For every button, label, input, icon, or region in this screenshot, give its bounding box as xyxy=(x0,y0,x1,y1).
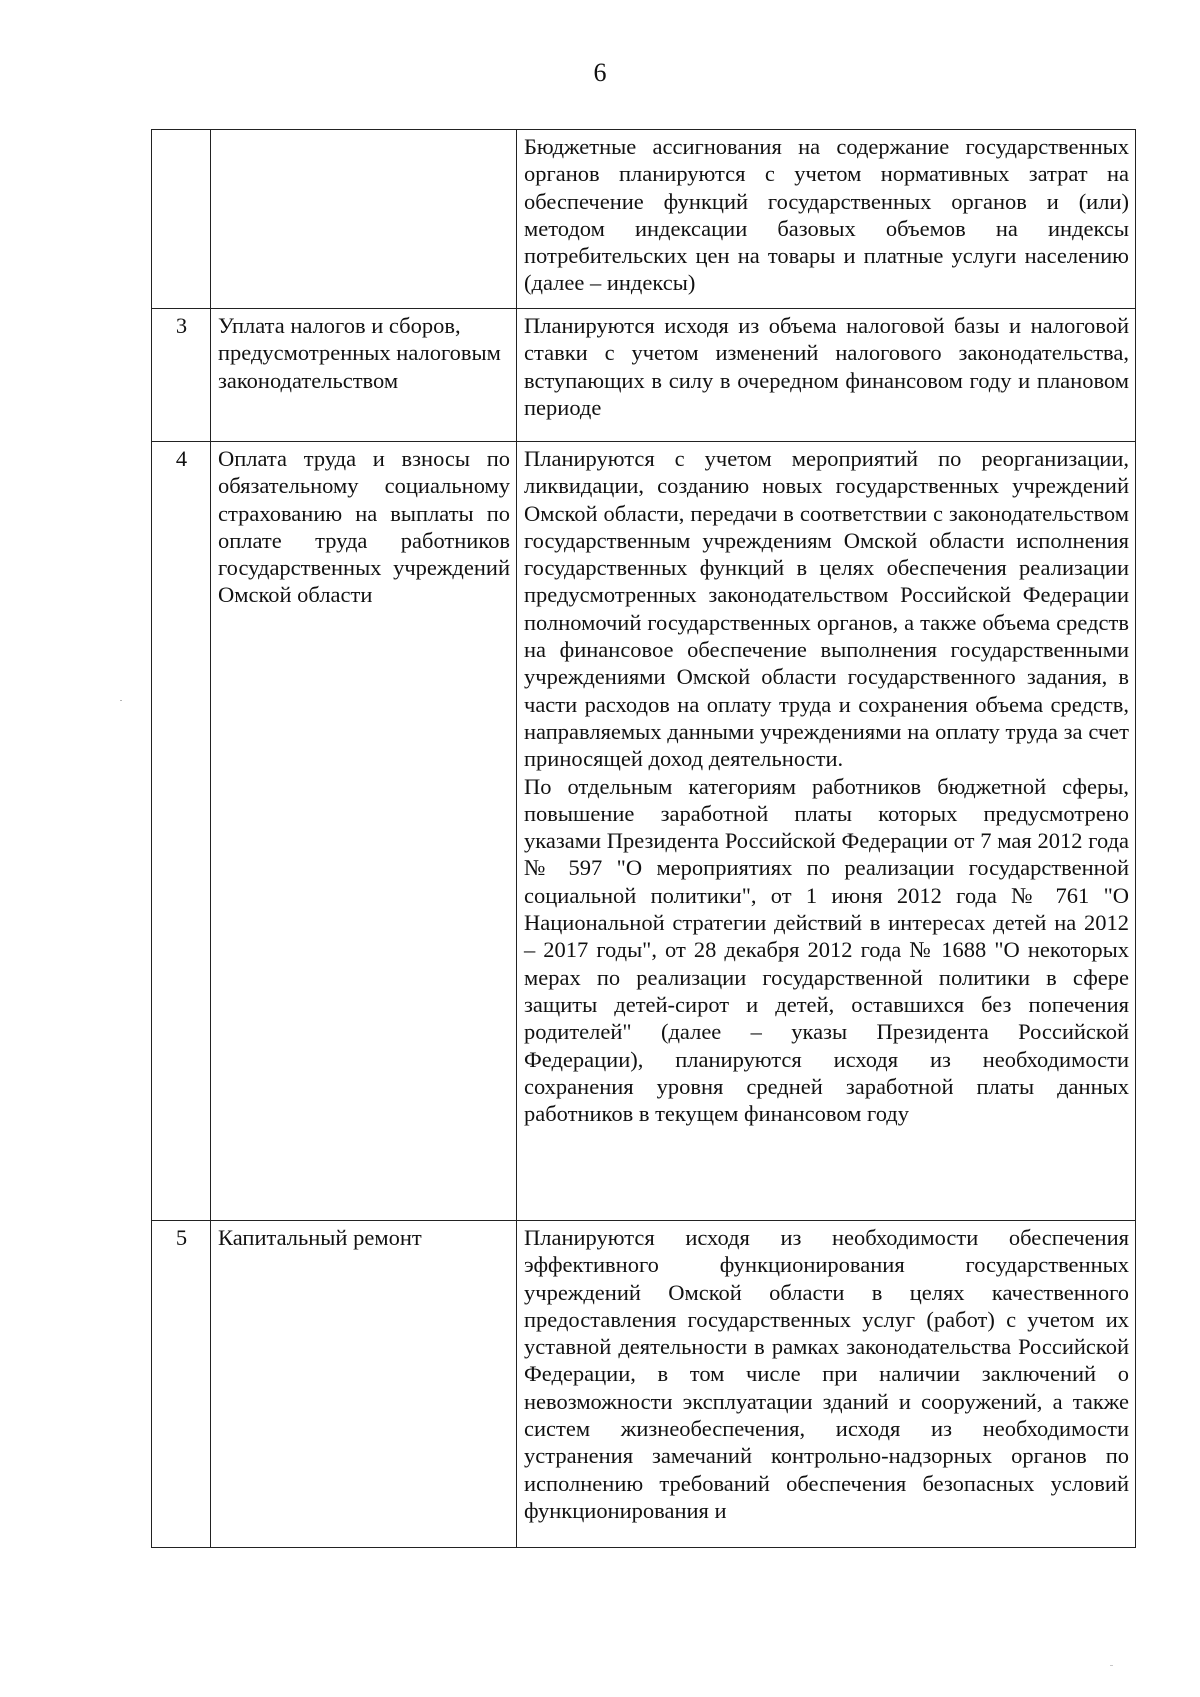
planning-method-paragraph: Планируются исходя из объема налоговой базы и налоговой ставки с учетом изменений налогового законодательства, вступающих в силу в очередном финансовом году и плановом периоде xyxy=(524,313,1129,420)
planning-method-cell xyxy=(517,309,1136,442)
row-number-cell xyxy=(152,130,211,309)
expenditure-planning-table xyxy=(151,129,1136,1548)
scan-speck xyxy=(120,700,122,701)
page-number: 6 xyxy=(593,58,607,87)
table-row xyxy=(152,442,1136,1221)
expense-name-cell xyxy=(211,309,517,442)
expense-name-text: Уплата налогов и сборов, предусмотренных налоговым законодательством xyxy=(218,313,501,393)
row-number-cell: 3 xyxy=(152,309,211,442)
planning-method-paragraph: Планируются с учетом мероприятий по реорганизации, ликвидации, созданию новых государственных учреждений Омской области, передачи в соответствии с законодательством государственным учреждениям Омской области исполнения государственных функций в целях обеспечения реализации предусмотренных законодательством Российской Федерации полномочий государственных органов, а также объема средств на финансовое обеспечение выполнения государственными учреждениями Омской области государственного задания, в части расходов на оплату труда и сохранения объема средств, направляемых данными учреждениями на оплату труда за счет приносящей доход деятельности. xyxy=(524,446,1129,772)
table-row xyxy=(152,309,1136,442)
planning-method-paragraph: По отдельным категориям работников бюджетной сферы, повышение заработной платы которых предусмотрено указами Президента Российской Федерации от 7 мая 2012 года № 597 "О мероприятиях по реализации государственной социальной политики", от 1 июня 2012 года № 761 "О Национальной стратегии действий в интересах детей на 2012 – 2017 годы", от 28 декабря 2012 года № 1688 "О некоторых мерах по реализации государственной политики в сфере защиты детей-сирот и детей, оставшихся без попечения родителей" (далее – указы Президента Российской Федерации), планируются исходя из необходимости сохранения уровня средней заработной платы данных работников в текущем финансовом году xyxy=(524,773,1129,1127)
table-row xyxy=(152,130,1136,309)
planning-method-paragraph: Планируются исходя из необходимости обеспечения эффективного функционирования государственных учреждений Омской области в целях качественного предоставления государственных услуг (работ) с учетом их уставной деятельности в рамках законодательства Российской Федерации, в том числе при наличии заключений о невозможности эксплуатации зданий и сооружений, а также систем жизнеобеспечения, исходя из необходимости устранения замечаний контрольно-надзорных органов по исполнению требований обеспечения безопасных условий функционирования и xyxy=(524,1225,1129,1523)
row-number-cell: 5 xyxy=(152,1221,211,1548)
table-row xyxy=(152,1221,1136,1548)
expense-name-cell xyxy=(211,442,517,1221)
expense-name-cell xyxy=(211,1221,517,1548)
expense-name-text: Оплата труда и взносы по обязательному социальному страхованию на выплаты по оплате труда работников государственных учреждений Омской области xyxy=(218,446,510,608)
planning-method-cell xyxy=(517,1221,1136,1548)
planning-method-cell xyxy=(517,130,1136,309)
scan-speck xyxy=(1110,1665,1113,1666)
expense-name-text: Капитальный ремонт xyxy=(218,1225,422,1250)
planning-method-paragraph: Бюджетные ассигнования на содержание государственных органов планируются с учетом нормативных затрат на обеспечение функций государственных органов и (или) методом индексации базовых объемов на индексы потребительских цен на товары и платные услуги населению (далее – индексы) xyxy=(524,134,1129,296)
planning-method-cell xyxy=(517,442,1136,1221)
expense-name-cell xyxy=(211,130,517,309)
row-number-cell: 4 xyxy=(152,442,211,1221)
